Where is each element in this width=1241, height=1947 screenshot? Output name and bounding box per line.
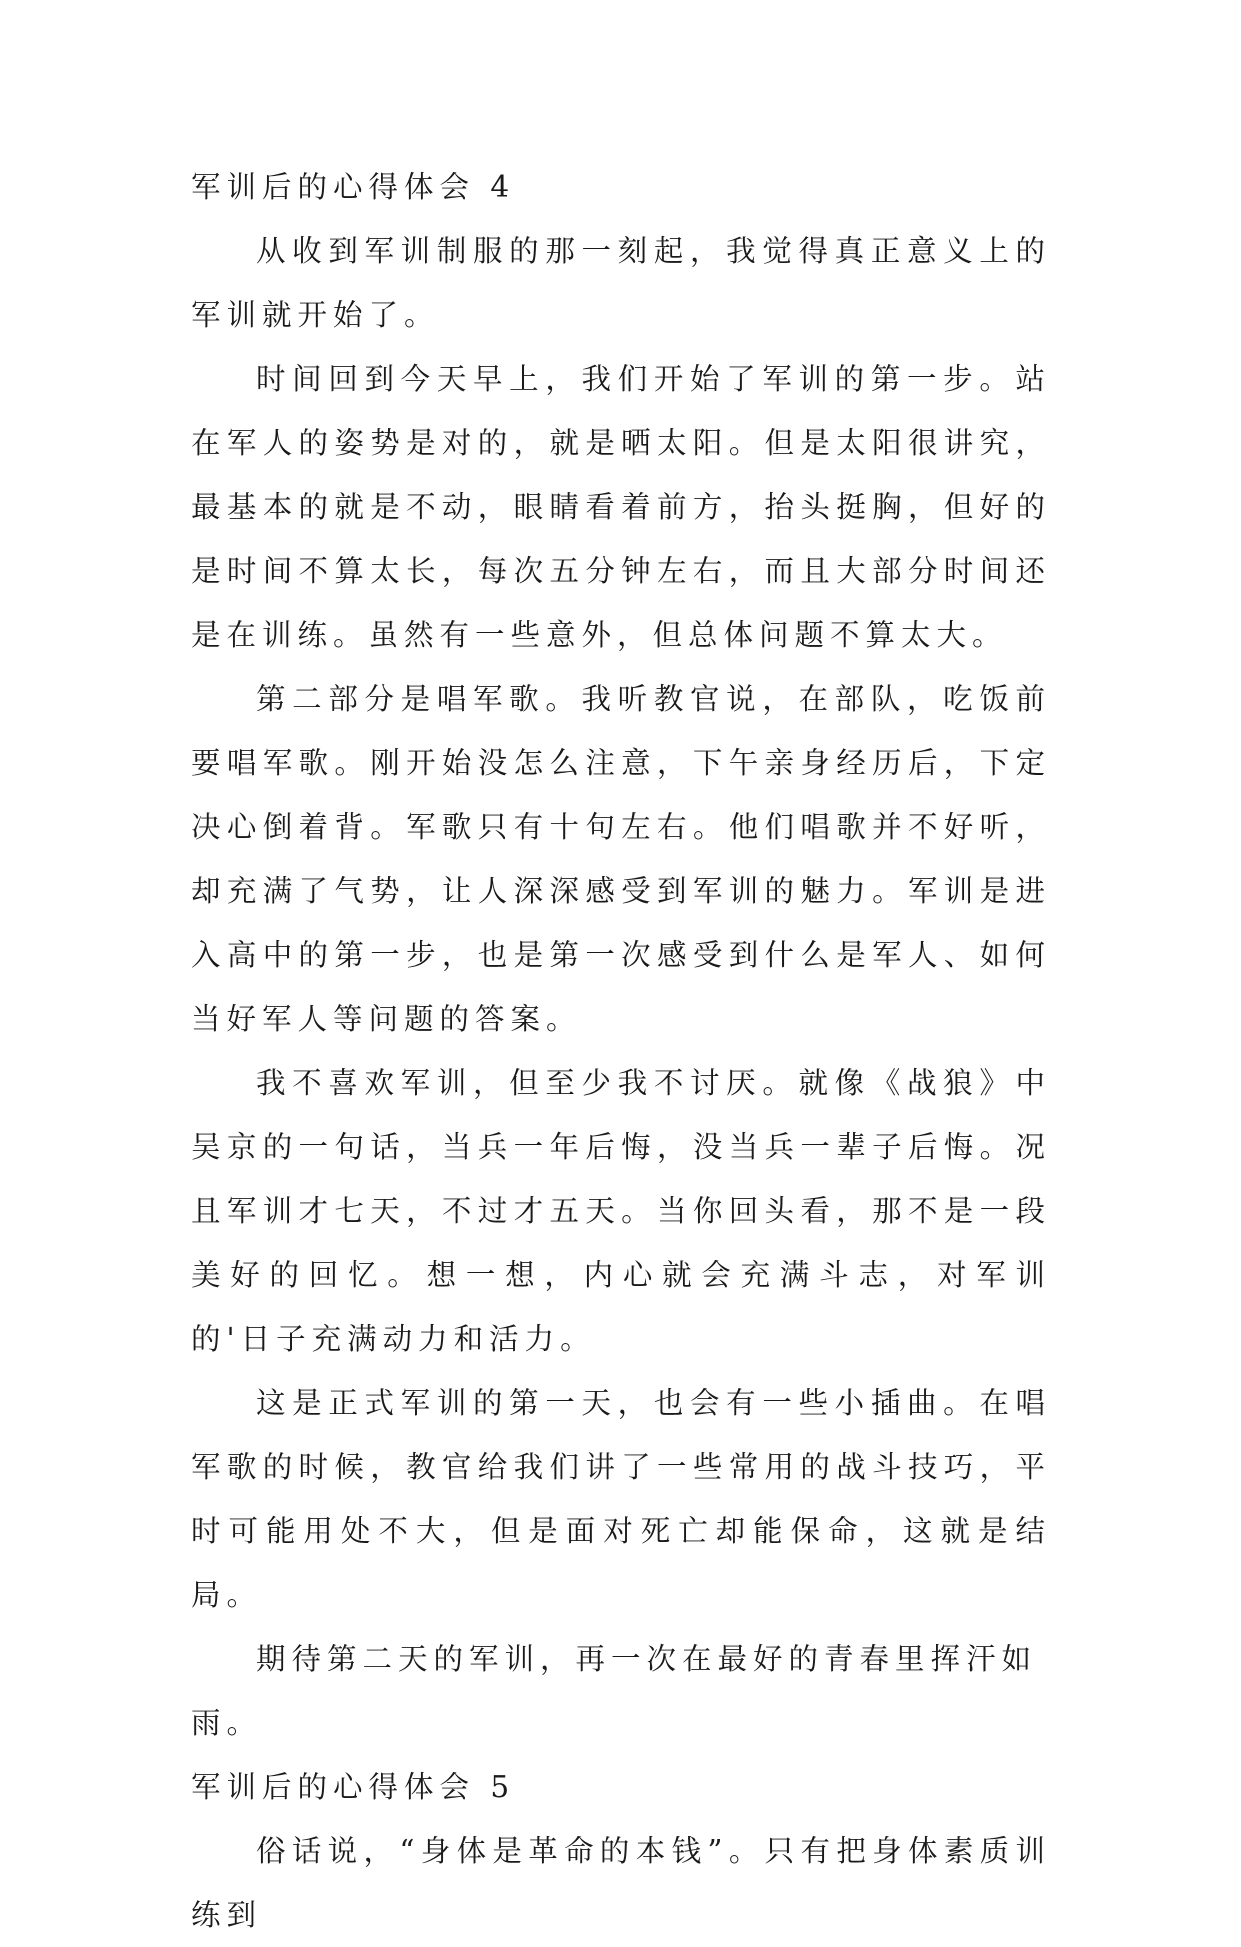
paragraph: 时间回到今天早上，我们开始了军训的第一步。站在军人的姿势是对的，就是晒太阳。但是太阳很讲究，最基本的就是不动，眼睛看着前方，抬头挺胸，但好的是时间不算太长，每次五分钟左右，而且大部分时间还是在训练。虽然有一些意外，但总体问题不算太大。 xyxy=(191,362,1051,652)
paragraph: 我不喜欢军训，但至少我不讨厌。就像《战狼》中吴京的一句话，当兵一年后悔，没当兵一辈子后悔。况且军训才七天，不过才五天。当你回头看，那不是一段美好的回忆。想一想，内心就会充满斗志，对军训的'日子充满动力和活力。 xyxy=(191,1066,1051,1356)
paragraph: 俗话说，“身体是革命的本钱”。只有把身体素质训练到 xyxy=(191,1834,1051,1932)
paragraph: 从收到军训制服的那一刻起，我觉得真正意义上的军训就开始了。 xyxy=(191,234,1051,332)
section-heading-4: 军训后的心得体会 4 xyxy=(191,170,516,204)
paragraph: 这是正式军训的第一天，也会有一些小插曲。在唱军歌的时候，教官给我们讲了一些常用的战斗技巧，平时可能用处不大，但是面对死亡却能保命，这就是结局。 xyxy=(191,1386,1051,1612)
document-body xyxy=(191,155,1051,1947)
section-heading-5: 军训后的心得体会 5 xyxy=(191,1770,516,1804)
paragraph: 期待第二天的军训，再一次在最好的青春里挥汗如雨。 xyxy=(191,1642,1038,1740)
paragraph: 第二部分是唱军歌。我听教官说，在部队，吃饭前要唱军歌。刚开始没怎么注意，下午亲身经历后，下定决心倒着背。军歌只有十句左右。他们唱歌并不好听，却充满了气势，让人深深感受到军训的魅力。军训是进入高中的第一步，也是第一次感受到什么是军人、如何当好军人等问题的答案。 xyxy=(191,682,1051,1036)
